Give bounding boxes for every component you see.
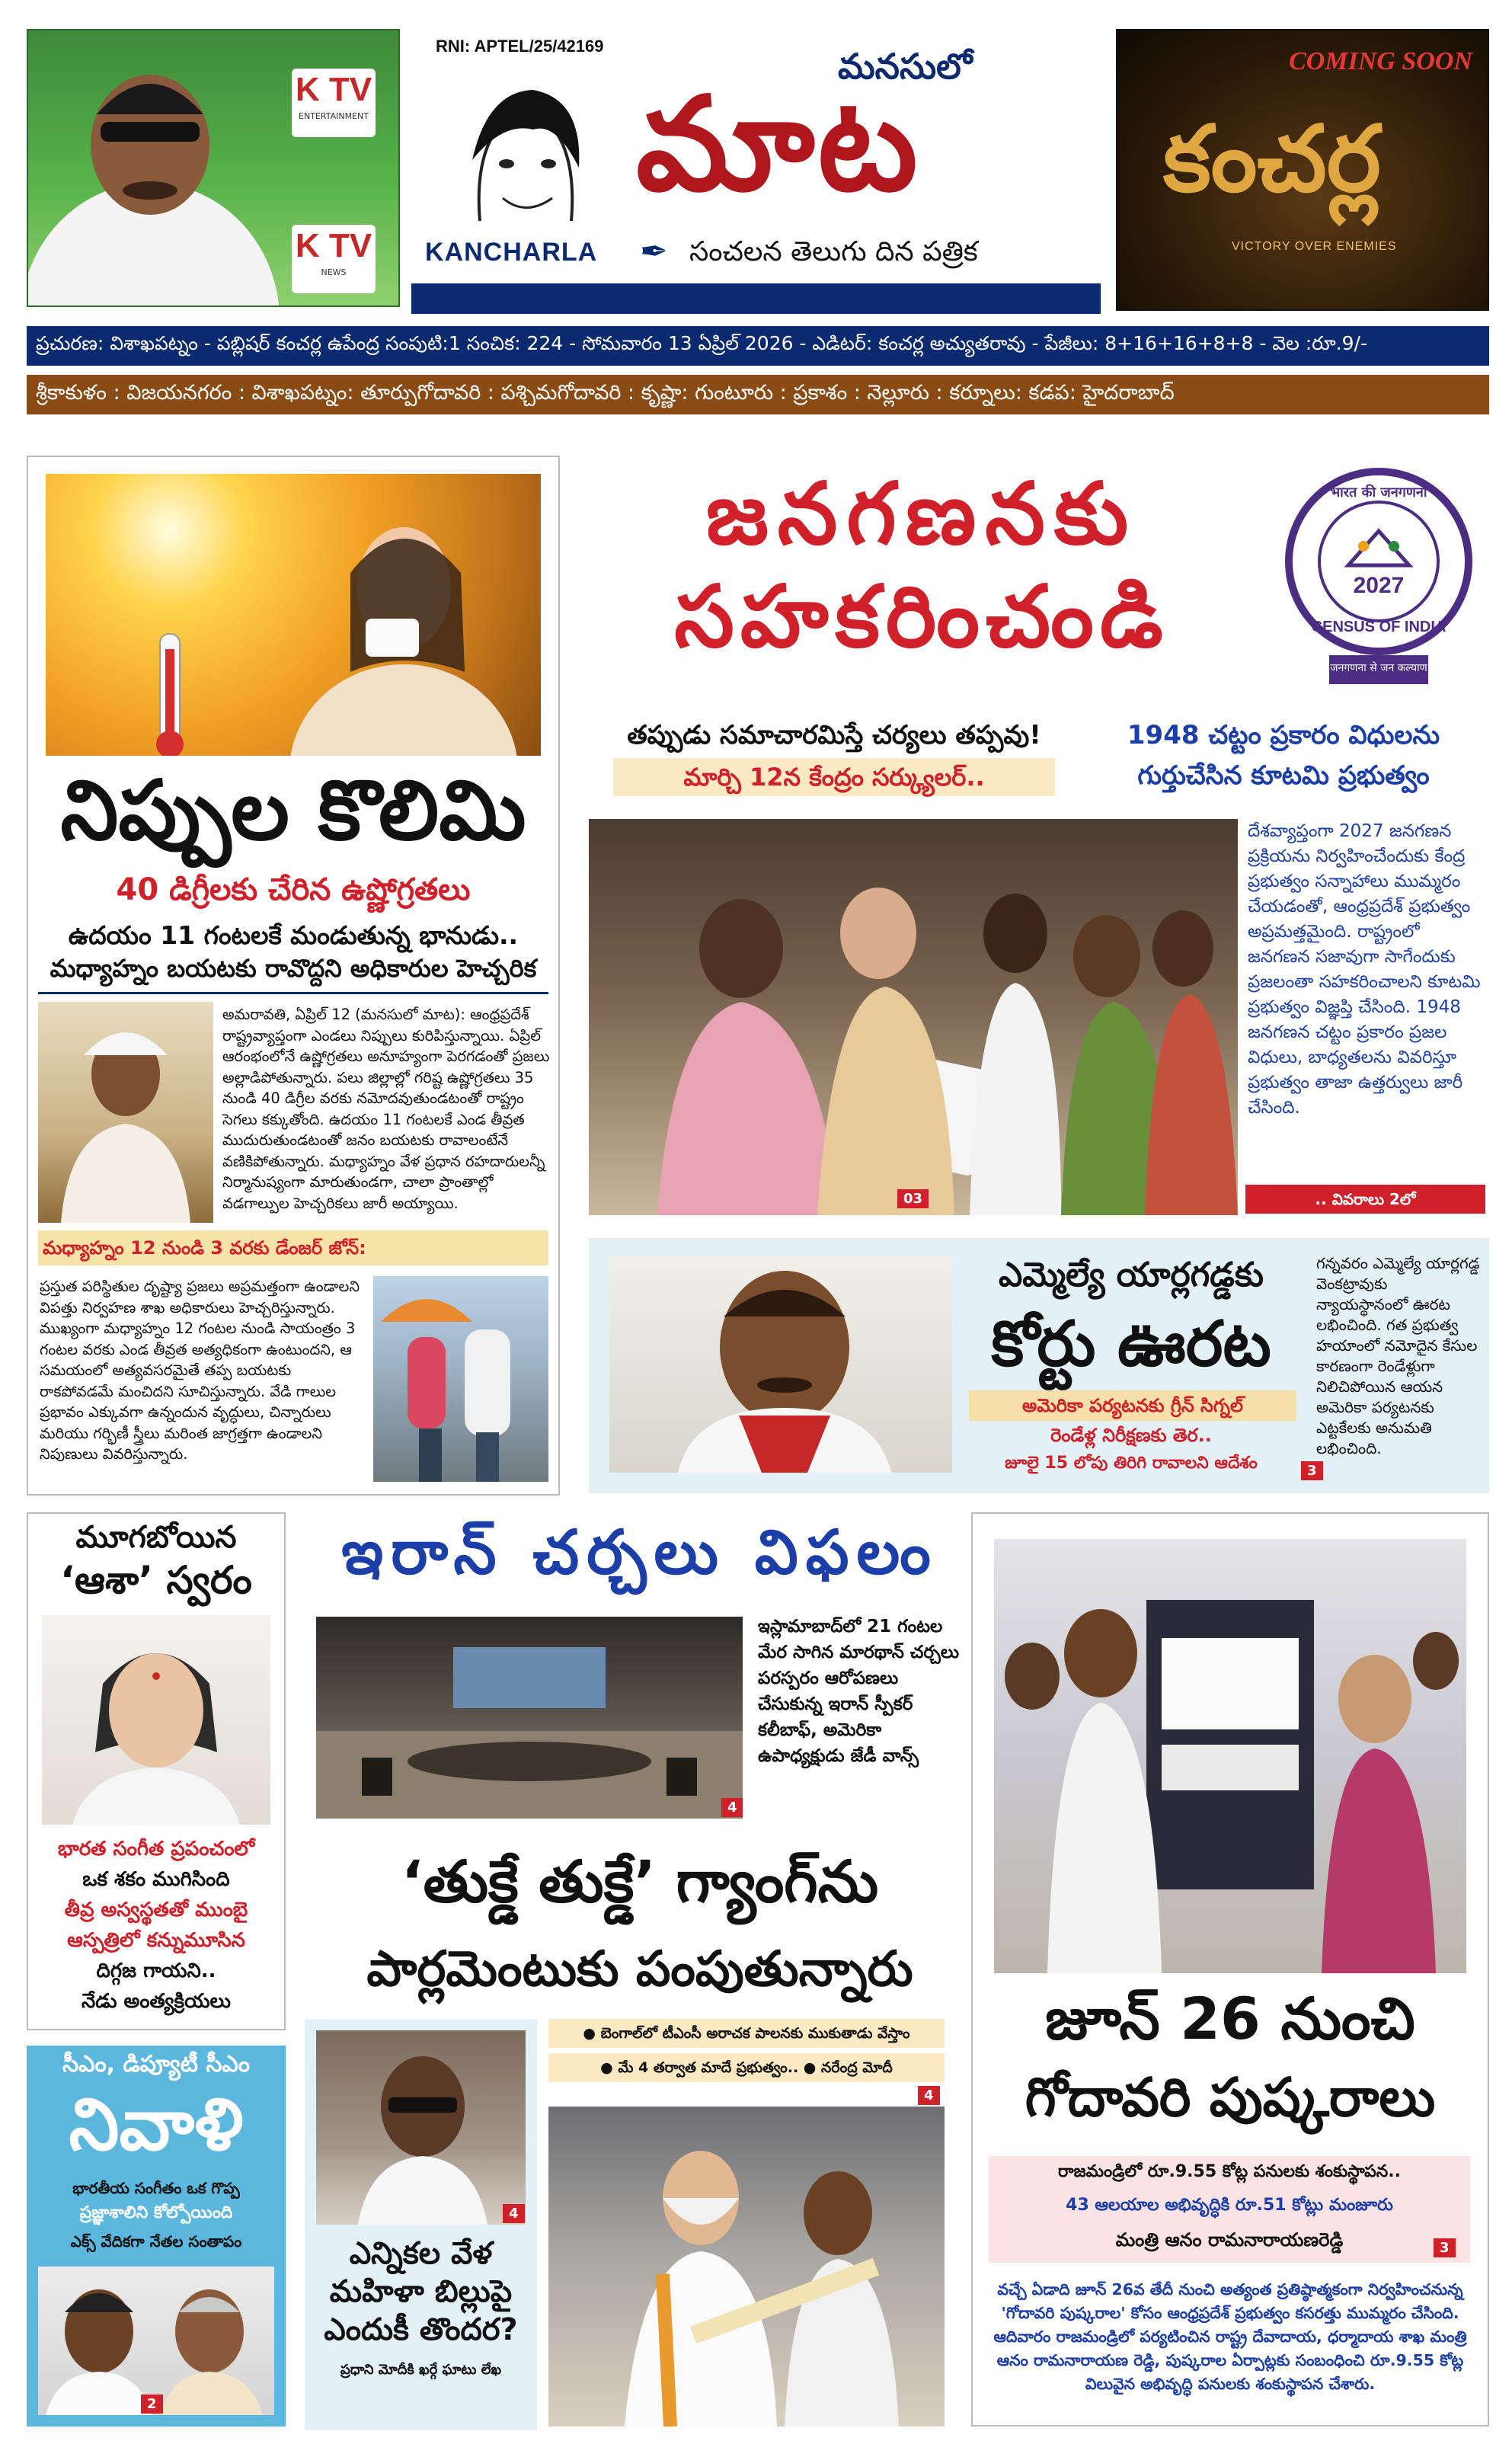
asha-line3: తీవ్ర అస్వస్థతతో ముంబై [64, 1899, 248, 1921]
asha-headline-line2: ‘ఆశా’ స్వరం [60, 1558, 252, 1602]
mla-badge: 3 [1301, 1461, 1323, 1480]
movie-ad-title: కంచర్ల [1163, 107, 1381, 213]
asha-line6: నేడు అంత్యక్రియలు [82, 1990, 231, 2013]
census-headline-line1: జనగణనకు [705, 465, 1138, 564]
pushkar-headline-line1: జూన్ 26 నుంచి [1045, 1985, 1415, 2052]
ktv-news-logo: K TV NEWS [292, 225, 376, 293]
census-right-sub2: గుర్తుచేసిన కూటమి ప్రభుత్వం [1137, 760, 1430, 791]
foundation-stone-ceremony-icon [994, 1539, 1466, 1973]
pushkar-headline-line2: గోదావరి పుష్కరాలు [1025, 2066, 1436, 2129]
gang-bullet2: ● మే 4 తర్వాత మాదే ప్రభుత్వం.. ● నరేంద్ర మోదీ [548, 2053, 945, 2082]
heat-divider [38, 992, 548, 994]
iran-badge: 4 [721, 1798, 743, 1817]
asha-line2: ఒక శకం ముగిసింది [82, 1868, 230, 1891]
pushkar-photo [994, 1539, 1466, 1973]
woman-thermometer-icon [46, 474, 541, 756]
census-headline-line2: సహకరించండి [674, 568, 1169, 667]
kharge-headline-line2: మహిళా బిల్లుపై [329, 2274, 513, 2309]
pushkar-body: వచ్చే ఏడాది జూన్ 26వ తేదీ నుంచి అత్యంత ప్రతిష్ఠాత్మకంగా నిర్వహించనున్న 'గోదావరి పుష్కరాల' కోసం ఆంధ్రప్రదేశ్ ప్రభుత్వం కసరత్తు ముమ్మరం చేసింది. ఆదివారం రాజమండ్రిలో పర్యటించిన రాష్ట్ర దేవాదాయ, ధర్మాదాయ శాఖ మంత్రి ఆనం రామనారాయణ రెడ్డి, పుష్కరాల ఏర్పాట్లకు సంబంధించి రూ.9.55 కోట్ల విలువైన అభివృద్ధి పనులకు శంకుస్థాపన చేశారు. [993, 2280, 1467, 2393]
mla-body: గన్నవరం ఎమ్మెల్యే యార్లగడ్డ వెంకట్రావుకు న్యాయస్థానంలో ఊరట లభించింది. గత ప్రభుత్వ హయాంలో నమోదైన కేసుల కారణంగా రెండేళ్లుగా నిలిచిపోయిన ఆయన అమెరికా పర్యటనకు ఎట్టకేలకు అనుమతి లభించింది. [1316, 1254, 1480, 1457]
farmer-icon [38, 1002, 213, 1223]
pushkar-sub3: మంత్రి ఆనం రామనారాయణరెడ్డి [1115, 2229, 1344, 2251]
tribute-headline-line1: సీఎం, డిప్యూటీ సీఎం [62, 2051, 250, 2078]
tribute-photo [38, 2267, 274, 2415]
masthead-underline [411, 283, 1101, 314]
mla-portrait-icon [609, 1256, 952, 1473]
tribute-headline-line2: నివాళి [69, 2084, 244, 2167]
pushkar-badge: 3 [1434, 2238, 1456, 2257]
iran-photo [316, 1617, 743, 1819]
mla-sub2: రెండేళ్ల నిరీక్షణకు తెర.. [1050, 1425, 1212, 1446]
census-left-sub2-box: మార్చి 12న కేంద్రం సర్క్యులర్.. [613, 758, 1055, 796]
paper-title-small: మనసులో [838, 46, 973, 87]
heat-sun-photo [46, 474, 541, 756]
pen-nib-icon: ✒ [640, 232, 668, 271]
kharge-headline-line1: ఎన్నికల వేళ [349, 2236, 493, 2271]
census-logo-year: 2027 [1353, 573, 1405, 598]
kharge-photo [316, 2030, 526, 2225]
umbrella-people-icon [373, 1276, 548, 1482]
movie-ad-subtitle: VICTORY OVER ENEMIES [1232, 240, 1397, 253]
census-logo [1280, 466, 1478, 687]
modi-photo [548, 2107, 945, 2427]
rni-number: RNI: APTEL/25/42169 [436, 37, 604, 56]
asha-line5: దిగ్గజ గాయని.. [96, 1960, 216, 1982]
heat-body2: ప్రస్తుత పరిస్థితుల దృష్ట్యా ప్రజలు అప్రమత్తంగా ఉండాలని విపత్తు నిర్వహణ శాఖ అధికారులు హెచ్చరిస్తున్నారు. ముఖ్యంగా మధ్యాహ్నం 12 గంటల నుండి సాయంత్రం 3 గంటల వరకు ఎండ తీవ్రత అత్యధికంగా ఉంటుందని, ఆ సమయంలో అత్యవసరమైతే తప్ప బయటకు రాకపోవడమే మంచిదని సూచిస్తున్నారు. వేడి గాలుల ప్రభావం ఎక్కువగా ఉన్నందున వృద్ధులు, చిన్నారులు మరియు గర్భిణీ స్త్రీలు మరింత జాగ్రత్తగా ఉండాలని నిపుణులు వివరిస్తున్నారు. [40, 1278, 360, 1463]
kharge-portrait-icon [316, 2030, 526, 2225]
gang-headline-line2: పార్లమెంటుకు పంపుతున్నారు [366, 1941, 913, 1998]
farmer-photo [38, 1002, 213, 1223]
conference-hall-icon [316, 1617, 743, 1819]
ktv-ad-photo[interactable] [27, 29, 400, 307]
paper-title: మాట [636, 69, 921, 220]
census-left-sub1: తప్పుడు సమాచారమిస్తే చర్యలు తప్పవు! [627, 720, 1041, 750]
mla-headline-line1: ఎమ్మెల్యే యార్లగడ్డకు [998, 1256, 1264, 1294]
heat-body1: అమరావతి, ఏప్రిల్ 12 (మనసులో మాట): ఆంధ్రప్రదేశ్ రాష్ట్రవ్యాప్తంగా ఎండలు నిప్పులు కురిపిస్తున్నాయి. ఏప్రిల్ ఆరంభంలోనే ఉష్ణోగ్రతలు అనూహ్యంగా పెరగడంతో ప్రజలు అల్లాడిపోతున్నారు. పలు జిల్లాల్లో గరిష్ట ఉష్ణోగ్రతలు 35 నుండి 40 డిగ్రీల వరకు నమోదవుతుండటంతో రాష్ట్రం సెగలు కక్కుతోంది. ఉదయం 11 గంటలకే ఎండ తీవ్రత ముదురుతుండటంతో జనం బయటకు రావాలంటేనే వణికిపోతున్నారు. మధ్యాహ్నం వేళ ప్రధాన రహదారులన్నీ నిర్మానుష్యంగా మారుతుండగా, చాలా ప్రాంతాల్లో వడగాల్పుల హెచ్చరికలు జారీ అయ్యాయి. [222, 1006, 550, 1212]
asha-line4: ఆస్పత్రిలో కన్నుమూసిన [67, 1929, 245, 1952]
asha-headline-line1: మూగబోయిన [75, 1520, 237, 1555]
asha-photo [42, 1615, 270, 1825]
census-right-sub1: 1948 చట్టం ప్రకారం విధులను [1127, 720, 1440, 750]
umbrella-photo [373, 1276, 548, 1482]
rally-leaders-icon [548, 2107, 945, 2427]
mla-sub3: జూలై 15 లోపు తిరిగి రావాలని ఆదేశం [1005, 1454, 1258, 1473]
census-logo-top: भारत की जनगणना [1330, 485, 1427, 501]
sketch-face-icon [427, 69, 625, 236]
asha-portrait-icon [42, 1615, 270, 1825]
tribute-line2: ప్రజ్ఞాశాలిని కోల్పోయింది [79, 2203, 233, 2222]
census-logo-ring: CENSUS OF INDIA [1311, 619, 1446, 635]
mla-photo [609, 1256, 952, 1473]
tribute-line3: ఎక్స్ వేదికగా నేతల సంతాపం [70, 2232, 242, 2251]
kancharla-sketch [427, 69, 625, 236]
leaders-portrait-icon [38, 2267, 274, 2415]
iran-body: ఇస్లామాబాద్‌లో 21 గంటల మేర సాగిన మారథాన్ చర్చలు పరస్పరం ఆరోపణలు చేసుకున్న ఇరాన్ స్పీకర్ కలీబాఫ్, అమెరికా ఉపాధ్యక్షుడు జేడీ వాన్స్ [758, 1617, 960, 1766]
gang-badge: 4 [918, 2086, 940, 2105]
kancharla-label: KANCHARLA [425, 238, 598, 267]
mla-sub1-box: అమెరికా పర్యటనకు గ్రీన్ సిగ్నల్ [969, 1390, 1296, 1421]
heat-sub1: 40 డిగ్రీలకు చేరిన ఉష్ణోగ్రతలు [116, 872, 471, 907]
iran-headline: ఇరాన్ చర్చలు విఫలం [341, 1517, 938, 1588]
census-logo-bottom: जनगणना से जन कल्याण [1330, 662, 1427, 674]
pushkar-sub2: 43 ఆలయాల అభివృద్ధికి రూ.51 కోట్లు మంజూరు [1066, 2196, 1393, 2215]
kharge-headline-line3: ఎందుకీ తొందర? [324, 2312, 518, 2347]
heat-headline: నిప్పుల కొలిమి [60, 763, 526, 859]
census-survey-people-icon [589, 819, 1238, 1215]
census-photo-badge: 03 [897, 1189, 929, 1208]
census-body: దేశవ్యాప్తంగా 2027 జనగణన ప్రక్రియను నిర్వహించేందుకు కేంద్ర ప్రభుత్వం సన్నాహాలు ముమ్మరం చేయడంతో, ఆంధ్రప్రదేశ్ ప్రభుత్వం అప్రమత్తమైంది. రాష్ట్రంలో జనగణన సజావుగా సాగేందుకు ప్రజలంతా సహకరించాలని కూటమి ప్రభుత్వం విజ్ఞప్తి చేసింది. 1948 జనగణన చట్టం ప్రకారం ప్రజల విధులు, బాధ్యతలను వివరిస్తూ ప్రభుత్వం తాజా ఉత్తర్వులు జారీ చేసింది. [1248, 821, 1481, 1118]
kharge-badge: 4 [503, 2204, 525, 2223]
paper-tagline: సంచలన తెలుగు దిన పత్రిక [689, 236, 978, 267]
asha-line1: భారత సంగీత ప్రపంచంలో [57, 1838, 255, 1860]
tribute-line1: భారతీయ సంగీతం ఒక గొప్ప [72, 2179, 240, 2197]
kharge-sub: ప్రధాని మోదీకి ఖర్గే ఘాటు లేఖ [340, 2362, 502, 2378]
info-bar: ప్రచురణ: విశాఖపట్నం - పబ్లిషర్ కంచర్ల ఉపేంద్ర సంపుటి:1 సంచిక: 224 - సోమవారం 13 ఏప్రిల్ 2026 - ఎడిటర్: కంచర్ల అచ్యుతరావు - పేజీలు: 8+16+16+8+8 - వెల :రూ.9/- [27, 326, 1489, 366]
gang-bullet1: ● బెంగాల్‌లో టీఎంసీ అరాచక పాలనకు ముకుతాడు వేస్తాం [548, 2019, 945, 2048]
movie-ad-coming-soon: COMING SOON [1289, 47, 1472, 75]
census-more: .. వివరాలు 2లో [1245, 1185, 1485, 1214]
gang-headline-line1: ‘తుక్డే తుక్డే’ గ్యాంగ్‌ను [401, 1848, 879, 1915]
heat-danger-zone: మధ్యాహ్నం 12 నుండి 3 వరకు డేంజర్ జోన్: [38, 1230, 548, 1265]
ktv-entertainment-logo: K TV ENTERTAINMENT [292, 69, 376, 137]
census-photo [589, 819, 1238, 1215]
cities-bar: శ్రీకాకుళం : విజయనగరం : విశాఖపట్నం: తూర్పుగోదావరి : పశ్చిమగోదావరి : కృష్ణా: గుంటూరు : ప్రకాశం : నెల్లూరు : కర్నూలు: కడప: హైదరాబాద్ [27, 375, 1489, 414]
heat-sub2: ఉదయం 11 గంటలకే మండుతున్న భానుడు.. [68, 920, 519, 950]
pushkar-sub1: రాజమండ్రిలో రూ.9.55 కోట్ల పనులకు శంకుస్థాపన.. [1058, 2162, 1401, 2181]
heat-sub3: మధ్యాహ్నం బయటకు రావొద్దని అధికారుల హెచ్చరిక [50, 954, 537, 983]
mla-headline-line2: కోర్టు ఊరట [991, 1308, 1271, 1380]
movie-ad-poster[interactable] [1116, 29, 1489, 311]
tribute-badge: 2 [141, 2395, 163, 2414]
